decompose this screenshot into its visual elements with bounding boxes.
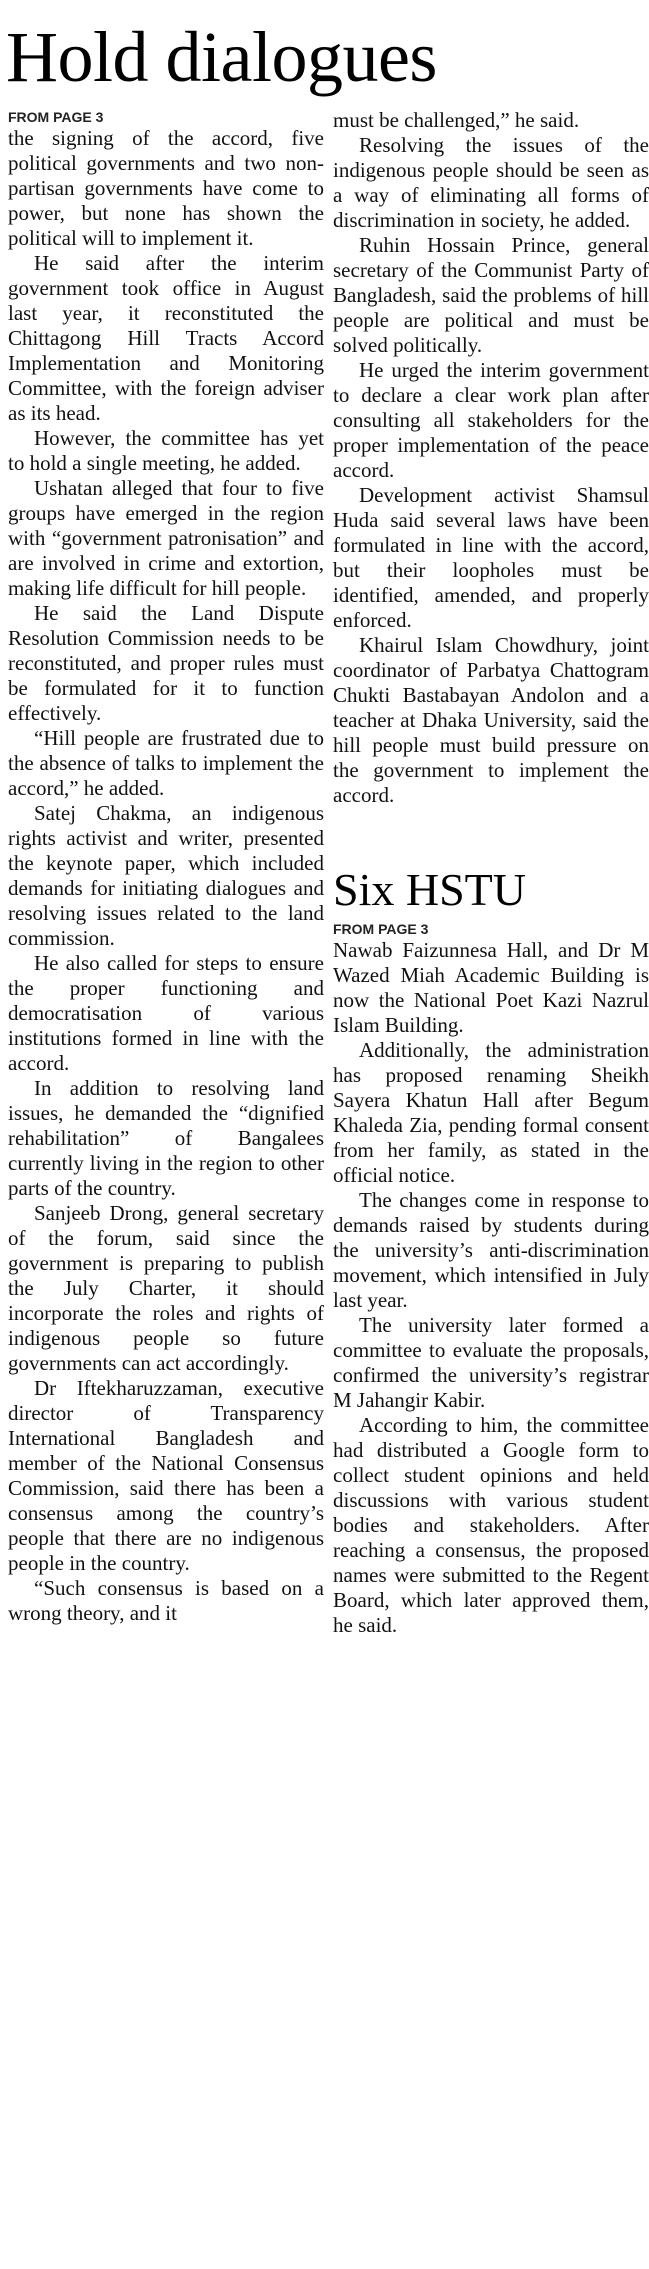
paragraph: Sanjeeb Drong, general secretary of the forum, said since the government is preparing to publish the July Charter, it should incorporate the roles and rights of indigenous people so future governments can act accordingly. (8, 1201, 324, 1375)
paragraph: The university later formed a committee to evaluate the proposals, confirmed the university’s registrar M Jahangir Kabir. (333, 1313, 649, 1412)
article-headline-six-hstu: Six HSTU (333, 864, 526, 915)
jump-label-from-page: FROM PAGE 3 (333, 921, 429, 937)
paragraph: Ruhin Hossain Prince, general secretary of the Communist Party of Bangladesh, said the problems of hill people are political and must be solved politically. (333, 233, 649, 357)
paragraph: He urged the interim government to declare a clear work plan after consulting all stakeholders for the proper implementation of the peace accord. (333, 358, 649, 482)
paragraph: Ushatan alleged that four to five groups have emerged in the region with “government patronisation” and are involved in crime and extortion, making life difficult for hill people. (8, 476, 324, 600)
paragraph: In addition to resolving land issues, he demanded the “dignified rehabilitation” of Bangalees currently living in the region to other parts of the country. (8, 1076, 324, 1200)
paragraph: must be challenged,” he said. (333, 108, 580, 132)
article-headline-hold-dialogues: Hold dialogues (6, 17, 437, 97)
paragraph: Dr Iftekharuzzaman, executive director of Transparency International Bangladesh and member of the National Consensus Commission, said there has been a consensus among the country’s people that there are no indigenous people in the country. (8, 1376, 324, 1575)
paragraph: The changes come in response to demands raised by students during the university’s anti-discrimination movement, which intensified in July last year. (333, 1188, 649, 1312)
paragraph: “Such consensus is based on a wrong theory, and it (8, 1576, 324, 1625)
paragraph: Nawab Faizunnesa Hall, and Dr M Wazed Miah Academic Building is now the National Poet Kazi Nazrul Islam Building. (333, 938, 649, 1037)
paragraph: Additionally, the administration has proposed renaming Sheikh Sayera Khatun Hall after Begum Khaleda Zia, pending formal consent from her family, as stated in the official notice. (333, 1038, 649, 1187)
paragraph: He said after the interim government took office in August last year, it reconstituted the Chittagong Hill Tracts Accord Implementation and Monitoring Committee, with the foreign adviser as its head. (8, 251, 324, 425)
jump-label-from-page: FROM PAGE 3 (8, 109, 104, 125)
article-body-left (8, 126, 324, 1626)
paragraph: “Hill people are frustrated due to the absence of talks to implement the accord,” he added. (8, 726, 324, 800)
paragraph: Resolving the issues of the indigenous people should be seen as a way of eliminating all forms of discrimination in society, he added. (333, 133, 649, 232)
paragraph: According to him, the committee had distributed a Google form to collect student opinions and held discussions with various student bodies and stakeholders. After reaching a consensus, the proposed names were submitted to the Regent Board, which later approved them, he said. (333, 1413, 649, 1637)
article-body-six-hstu (333, 938, 649, 1638)
paragraph: He said the Land Dispute Resolution Commission needs to be reconstituted, and proper rules must be formulated for it to function effectively. (8, 601, 324, 725)
left-column (8, 104, 324, 1626)
paragraph: He also called for steps to ensure the proper functioning and democratisation of various institutions formed in line with the accord. (8, 951, 324, 1075)
right-column (333, 108, 649, 1638)
article-body-right (333, 108, 649, 808)
paragraph: Development activist Shamsul Huda said several laws have been formulated in line with the accord, but their loopholes must be identified, amended, and properly enforced. (333, 483, 649, 632)
paragraph: Khairul Islam Chowdhury, joint coordinator of Parbatya Chattogram Chukti Bastabayan Andolon and a teacher at Dhaka University, said the hill people must build pressure on the government to implement the accord. (333, 633, 649, 807)
paragraph: Satej Chakma, an indigenous rights activist and writer, presented the keynote paper, which included demands for initiating dialogues and resolving issues related to the land commission. (8, 801, 324, 950)
paragraph: However, the committee has yet to hold a single meeting, he added. (8, 426, 324, 475)
paragraph: the signing of the accord, five political governments and two non-partisan governments have come to power, but none has shown the political will to implement it. (8, 126, 324, 250)
